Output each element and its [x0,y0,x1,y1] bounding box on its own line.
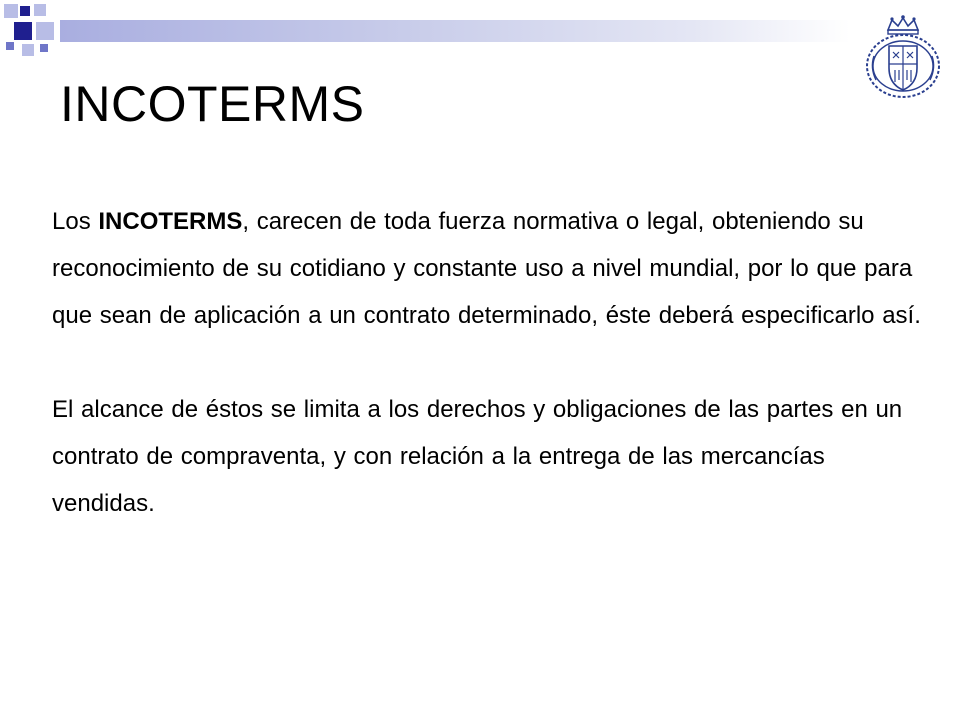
paragraph-incoterms-definition [52,198,932,339]
decor-square [34,4,46,16]
decor-square [40,44,48,52]
decor-square [14,22,32,40]
paragraph-intro: Los [52,208,99,235]
slide-body [52,198,932,527]
decor-square [36,22,54,40]
paragraph-incoterms-scope: El alcance de éstos se limita a los derechos y obligaciones de las partes en un contrato de compraventa, y con relación a la entrega de las mercancías vendidas. [52,396,903,517]
decor-square [20,6,30,16]
decor-square [22,44,34,56]
decor-square [6,42,14,50]
incoterms-bold-term: INCOTERMS [98,208,243,235]
header-gradient-bar [60,20,850,42]
paragraph-rest: , carecen de toda fuerza normativa o legal, obteniendo su reconocimiento de su cotidiano y constante uso a nivel mundial, por lo que para que sean de aplicación a un contrato determinado, éste deberá especificarlo así. [52,208,921,329]
decor-square [4,4,18,18]
slide-title: INCOTERMS [60,76,365,132]
crest-seal-icon [862,12,944,100]
